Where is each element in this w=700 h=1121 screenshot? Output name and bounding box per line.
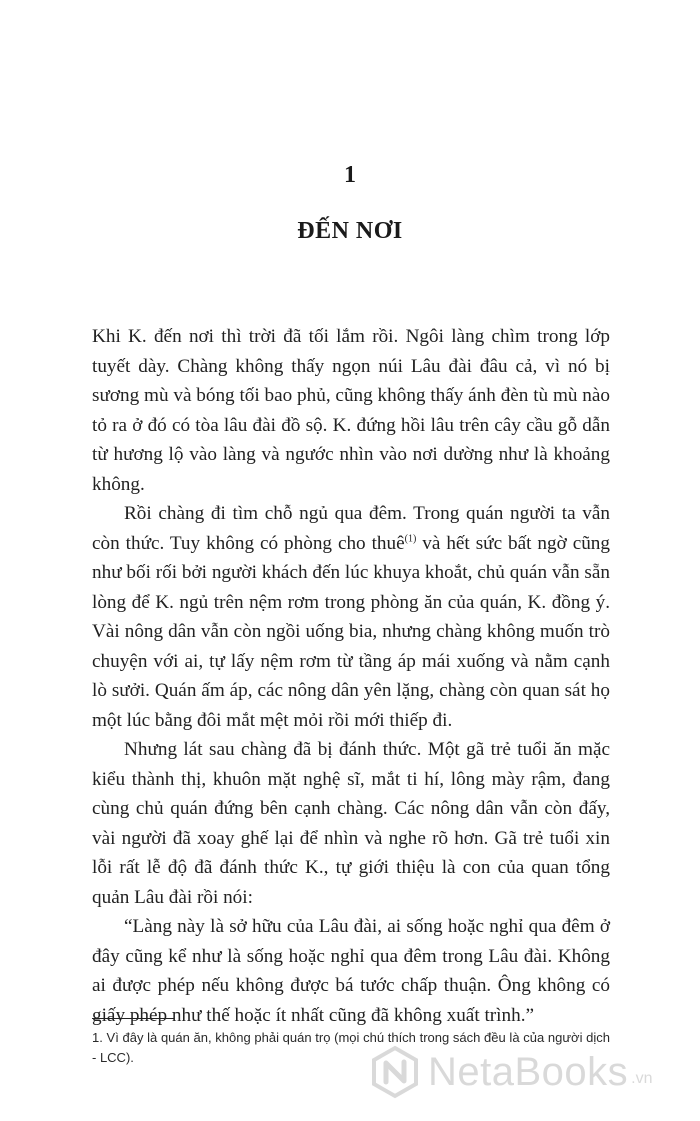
watermark-brand: NetaBooks	[428, 1049, 629, 1094]
paragraph-2-text-before-ref: Rồi chàng đi tìm chỗ ngủ qua đêm. Trong quán người ta vẫn còn thức. Tuy không có phòng cho thuê	[92, 503, 610, 554]
paragraph-2-text-after-ref: và hết sức bất ngờ cũng như bối rối bởi người khách đến lúc khuya khoắt, chủ quán vẫn sẵn lòng để K. ngủ trên nệm rơm trong phòng ăn của quán, K. đồng ý. Vài nông dân vẫn còn ngồi uống bia, nhưng chàng không muốn trò chuyện với ai, tự lấy nệm rơm từ tầng áp mái xuống và nằm cạnh lò sưởi. Quán ấm áp, các nông dân yên lặng, chàng còn quan sát họ một lúc bằng đôi mắt mệt mỏi rồi mới thiếp đi.	[92, 532, 610, 731]
netabooks-logo-icon	[368, 1045, 422, 1099]
footnote-text: 1. Vì đây là quán ăn, không phải quán trọ (mọi chú thích trong sách đều là của người dịch - LCC).	[92, 1030, 610, 1065]
paragraph-4: “Làng này là sở hữu của Lâu đài, ai sống hoặc nghỉ qua đêm ở đây cũng kể như là sống hoặc nghỉ qua đêm trong Lâu đài. Không ai được phép nếu không được bá tước chấp thuận. Ông không có giấy phép như thế hoặc ít nhất cũng đã không xuất trình.”	[92, 916, 610, 1026]
paragraph-1: Khi K. đến nơi thì trời đã tối lắm rồi. Ngôi làng chìm trong lớp tuyết dày. Chàng không thấy ngọn núi Lâu đài đâu cả, vì nó bị sương mù và bóng tối bao phủ, cũng không thấy ánh đèn tù mù nào tỏ ra ở đó có tòa lâu đài đồ sộ. K. đứng hồi lâu trên cây cầu gỗ dẫn từ hương lộ vào làng và ngước nhìn vào nơi dường như là khoảng không.	[92, 326, 610, 495]
footnote-reference[interactable]: (1)	[404, 533, 417, 545]
paragraph-3: Nhưng lát sau chàng đã bị đánh thức. Một gã trẻ tuổi ăn mặc kiểu thành thị, khuôn mặt nghệ sĩ, mắt ti hí, lông mày rậm, đang cùng chủ quán đứng bên cạnh chàng. Các nông dân vẫn còn đấy, vài người đã xoay ghế lại để nhìn và nghe rõ hơn. Gã trẻ tuổi xin lỗi rất lễ độ đã đánh thức K., tự giới thiệu là con của quan tổng quản Lâu đài rồi nói:	[92, 739, 610, 908]
paragraph-2	[92, 499, 610, 735]
netabooks-watermark	[368, 1042, 668, 1102]
watermark-tld: .vn	[631, 1070, 653, 1087]
chapter-title: ĐẾN NƠI	[297, 218, 403, 244]
footnote-divider	[92, 1018, 174, 1019]
chapter-number: 1	[344, 162, 356, 188]
chapter-body	[92, 322, 610, 1030]
